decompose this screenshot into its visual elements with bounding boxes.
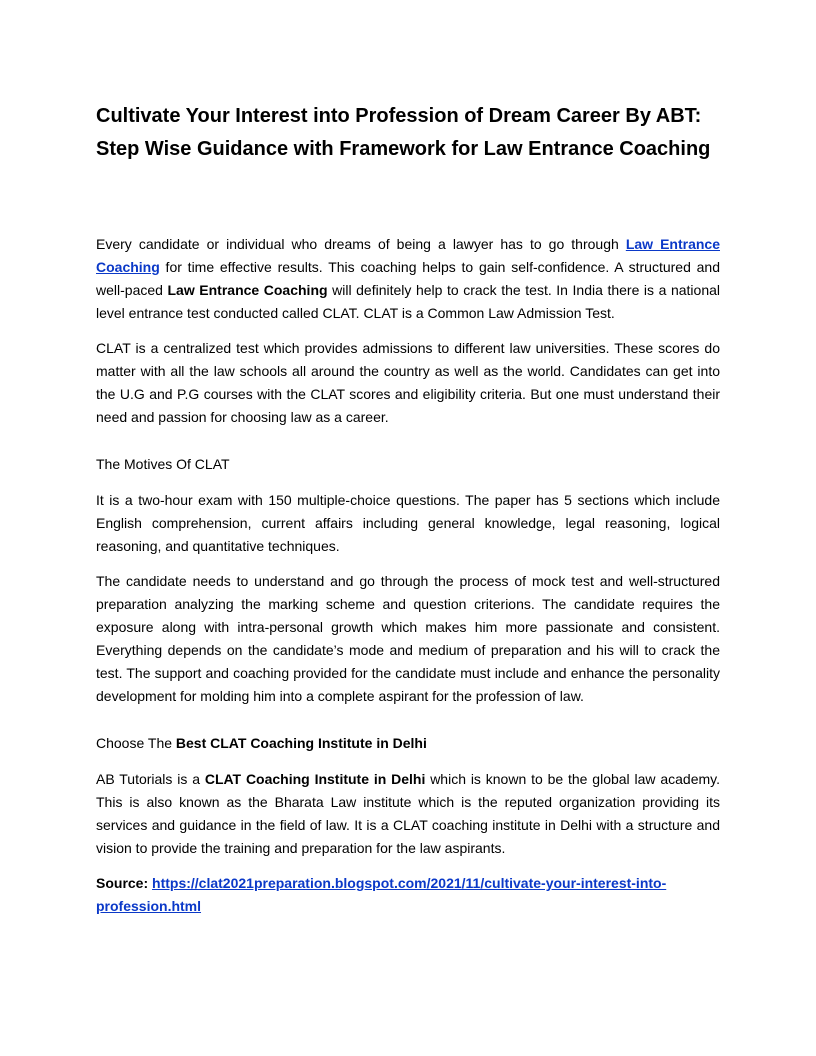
ab-text-2: which is known to be the global law academy. This is also known as the Bharata Law institute which is the reputed organization providing its services and guidance in the field of law. It is a CLAT coaching institute in Delhi with a structure and vision to provide the training and preparation for the law aspirants. [96,771,720,856]
intro-paragraph [96,233,720,325]
choose-heading [96,732,720,755]
choose-heading-text: Choose The [96,735,176,751]
ab-text-1: AB Tutorials is a [96,771,205,787]
intro-text-3: will definitely help to crack the test. In India there is a national level entrance test conducted called CLAT. CLAT is a Common Law Admission Test. [96,282,721,321]
motives-heading: The Motives Of CLAT [96,456,230,472]
ab-bold-term: CLAT Coaching Institute in Delhi [204,771,426,787]
page-title: Cultivate Your Interest into Profession of Dream Career By ABT: Step Wise Guidance with Framework for Law Entrance Coaching [96,105,711,160]
intro-bold-term: Law Entrance Coaching [167,282,328,298]
clat-paragraph: CLAT is a centralized test which provides admissions to different law universities. These scores do matter with all the law schools all around the country as well as the world. Candidates can get into the U.G and P.G courses with the CLAT scores and eligibility criteria. But one must understand their need and passion for choosing law as a career. [96,340,720,425]
law-entrance-coaching-link[interactable]: Law Entrance Coaching [96,236,720,275]
exam-paragraph: It is a two-hour exam with 150 multiple-choice questions. The paper has 5 sections which include English comprehension, current affairs including general knowledge, legal reasoning, logical reasoning, and quantitative techniques. [96,492,720,554]
source-link[interactable]: https://clat2021preparation.blogspot.com/2021/11/cultivate-your-interest-into-profession.html [96,875,667,914]
ab-tutorials-paragraph [96,768,720,860]
intro-text-2: for time effective results. This coaching helps to gain self-confidence. A structured and well-paced [96,259,720,298]
intro-text-1: Every candidate or individual who dreams of being a lawyer has to go through [96,236,626,252]
preparation-paragraph: The candidate needs to understand and go through the process of mock test and well-structured preparation analyzing the marking scheme and question criterions. The candidate requires the exposure along with intra-personal growth which makes him more passionate and consistent. Everything depends on the candidate’s mode and medium of preparation and his will to crack the test. The support and coaching provided for the candidate must include and enhance the personality development for molding him into a complete aspirant for the profession of law. [96,573,720,704]
choose-heading-bold: Best CLAT Coaching Institute in Delhi [175,735,427,751]
source-line [96,872,720,918]
source-label: Source: [96,875,153,891]
document-page [96,100,720,931]
